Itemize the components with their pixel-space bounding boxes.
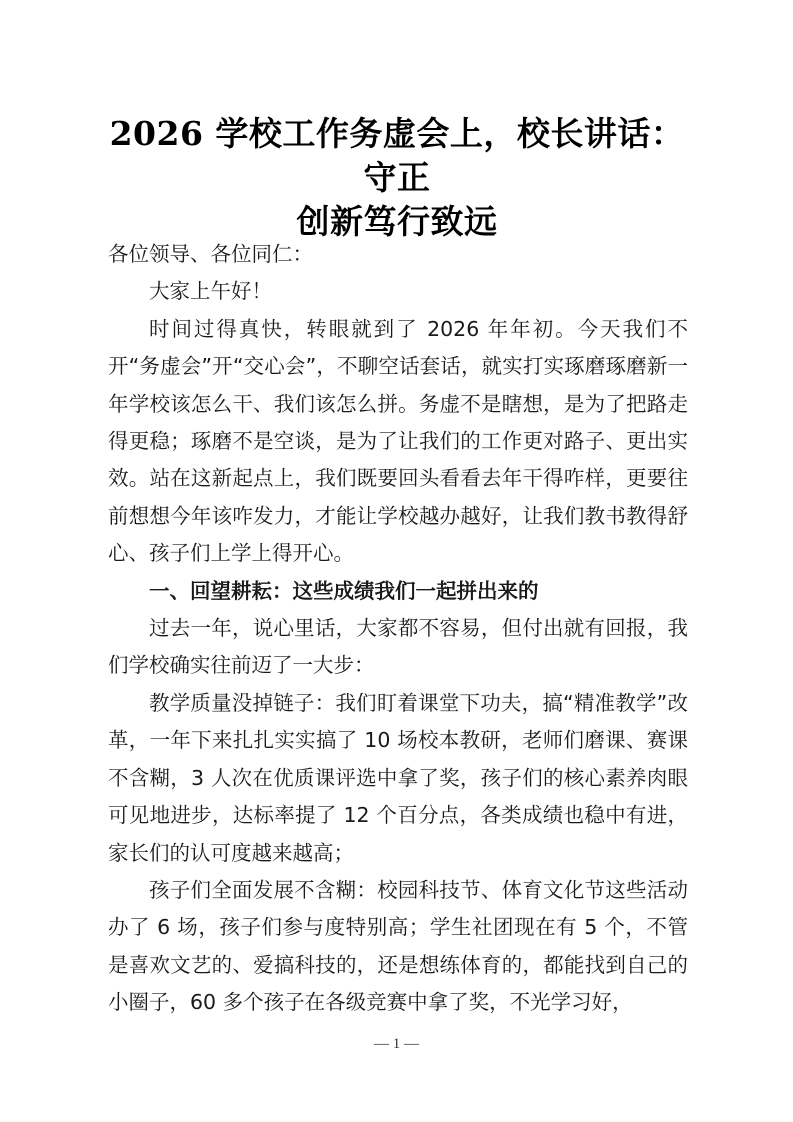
section-heading-1: 一、回望耕耘：这些成绩我们一起拼出来的 <box>149 578 539 603</box>
page-number: — 1 — <box>374 1036 419 1052</box>
salutation: 各位领导、各位同仁： <box>108 242 313 266</box>
section1-paragraph: 过去一年，说心里话，大家都不容易，但付出就有回报，我们学校确实往前迈了一大步： <box>108 616 688 678</box>
title-line-2: 创新笃行致远 <box>296 202 498 241</box>
greeting: 大家上午好！ <box>149 279 272 304</box>
title-line-1: 2026 学校工作务虚会上，校长讲话：守正 <box>109 114 685 197</box>
intro-paragraph: 时间过得真快，转眼就到了 2026 年年初。今天我们不开“务虚会”开“交心会”，不聊空话套话，就实打实琢磨琢磨新一年学校该怎么干、我们该怎么拼。务虚不是瞎想，是为了把路走得更稳；琢磨不是空谈，是为了让我们的工作更对路子、更出实效。站在这新起点上，我们既要回头看看去年干得咋样，更要往前想想今年该咋发力，才能让学校越办越好，让我们教书教得舒心、孩子们上学上得开心。 <box>108 316 688 566</box>
section1-paragraph: 孩子们全面发展不含糊：校园科技节、体育文化节这些活动办了 6 场，孩子们参与度特别高；学生社团现在有 5 个，不管是喜欢文艺的、爱搞科技的，还是想练体育的，都能找到自己的小圈子，60 多个孩子在各级竞赛中拿了奖，不光学习好， <box>108 877 688 1015</box>
document-body <box>108 236 688 1022</box>
section1-paragraph: 教学质量没掉链子：我们盯着课堂下功夫，搞“精准教学”改革，一年下来扎扎实实搞了 10 场校本教研，老师们磨课、赛课不含糊，3 人次在优质课评选中拿了奖，孩子们的核心素养肉眼可见地进步，达标率提了 12 个百分点，各类成绩也稳中有进，家长们的认可度越来越高； <box>108 690 688 865</box>
document-title <box>100 112 694 244</box>
